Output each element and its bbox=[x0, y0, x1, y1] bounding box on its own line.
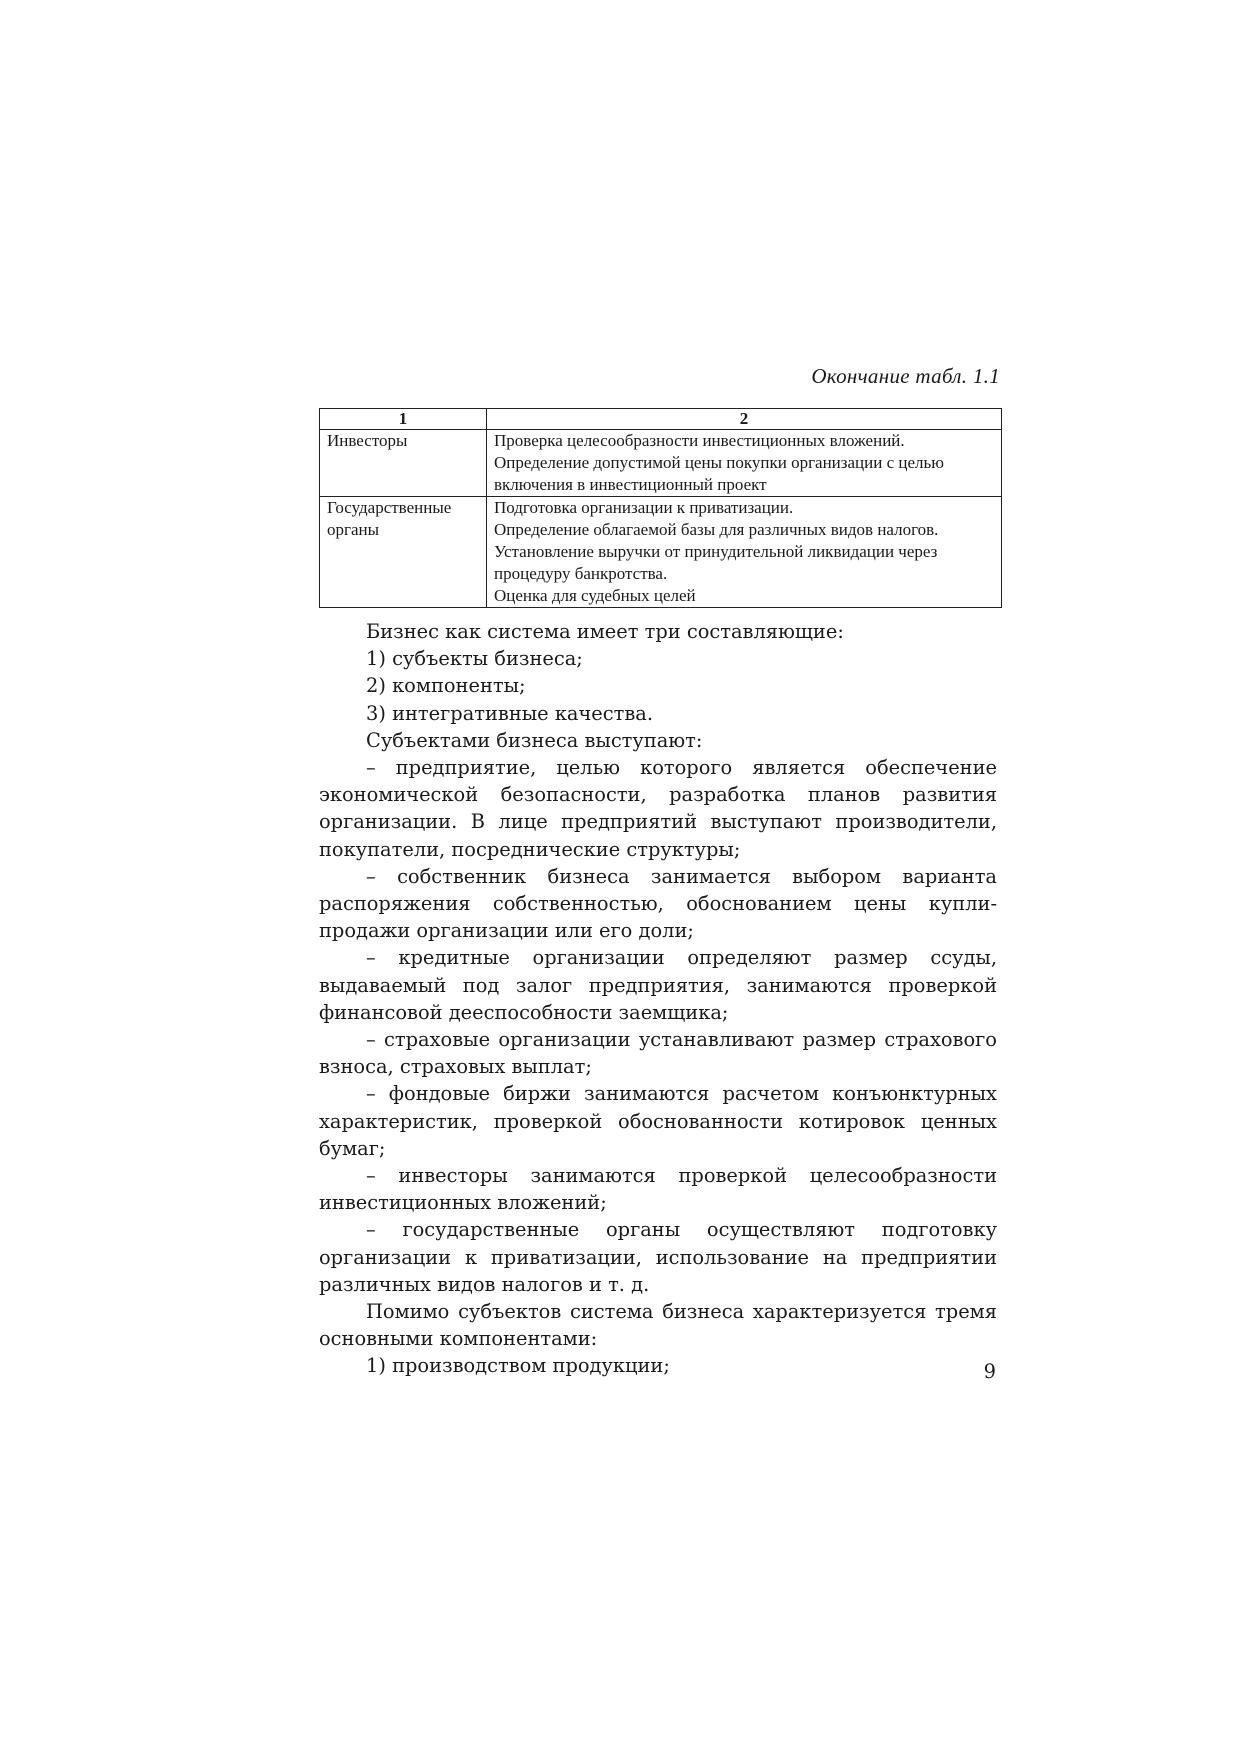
list-item: – инвесторы занимаются проверкой целесообразности инвестиционных вложений; bbox=[319, 1164, 997, 1215]
list-item: – собственник бизнеса занимается выбором варианта распоряжения собственностью, обоснованием цены купли-продажи организации или его доли; bbox=[319, 864, 997, 943]
list-item: – страховые организации устанавливают размер страхового взноса, страховых выплат; bbox=[319, 1028, 997, 1079]
task-line: Оценка для судебных целей bbox=[494, 586, 696, 605]
task-line: Установление выручки от принудительной ликвидации через процедуру банкротства. bbox=[494, 542, 938, 583]
list-item: 1) субъекты бизнеса; bbox=[366, 647, 583, 671]
list-item: 3) интегративные качества. bbox=[366, 701, 654, 725]
table-header-col-2: 2 bbox=[487, 409, 1002, 430]
table-cell-subject: Инвесторы bbox=[320, 430, 487, 497]
paragraph: Бизнес как система имеет три составляющие: bbox=[366, 620, 844, 643]
list-item: – предприятие, целью которого является обеспечение экономической безопасности, разработка планов развития организации. В лице предприятий выступают производители, покупатели, посреднические структуры; bbox=[319, 756, 997, 861]
table-header-row bbox=[320, 409, 1002, 430]
assessment-table bbox=[319, 408, 1002, 608]
task-line: Подготовка организации к приватизации. bbox=[494, 498, 794, 517]
table-caption: Окончание табл. 1.1 bbox=[811, 364, 1000, 388]
table-header-col-1: 1 bbox=[320, 409, 487, 430]
table-row bbox=[320, 430, 1002, 497]
list-item: 2) компоненты; bbox=[366, 674, 526, 698]
body-text bbox=[319, 618, 997, 1380]
table-cell-tasks bbox=[487, 430, 1002, 497]
table-cell-tasks bbox=[487, 497, 1002, 608]
task-line: Проверка целесообразности инвестиционных вложений. bbox=[494, 431, 905, 450]
list-item: – фондовые биржи занимаются расчетом конъюнктурных характеристик, проверкой обоснованности котировок ценных бумаг; bbox=[319, 1082, 997, 1160]
task-line: Определение допустимой цены покупки организации с целью включения в инвестиционный проект bbox=[494, 453, 944, 494]
list-item: 1) производством продукции; bbox=[366, 1354, 670, 1378]
list-item: – кредитные организации определяют размер ссуды, выдаваемый под залог предприятия, занимаются проверкой финансовой дееспособности заемщика; bbox=[319, 946, 997, 1024]
paragraph: Субъектами бизнеса выступают: bbox=[366, 728, 703, 752]
table-row bbox=[320, 497, 1002, 608]
page-number: 9 bbox=[983, 1360, 996, 1383]
table-cell-subject: Государственные органы bbox=[320, 497, 487, 608]
list-item: – государственные органы осуществляют подготовку организации к приватизации, использование на предприятии различных видов налогов и т. д. bbox=[319, 1218, 997, 1296]
task-line: Определение облагаемой базы для различных видов налогов. bbox=[494, 520, 939, 539]
paragraph: Помимо субъектов система бизнеса характеризуется тремя основными компонентами: bbox=[319, 1300, 997, 1351]
